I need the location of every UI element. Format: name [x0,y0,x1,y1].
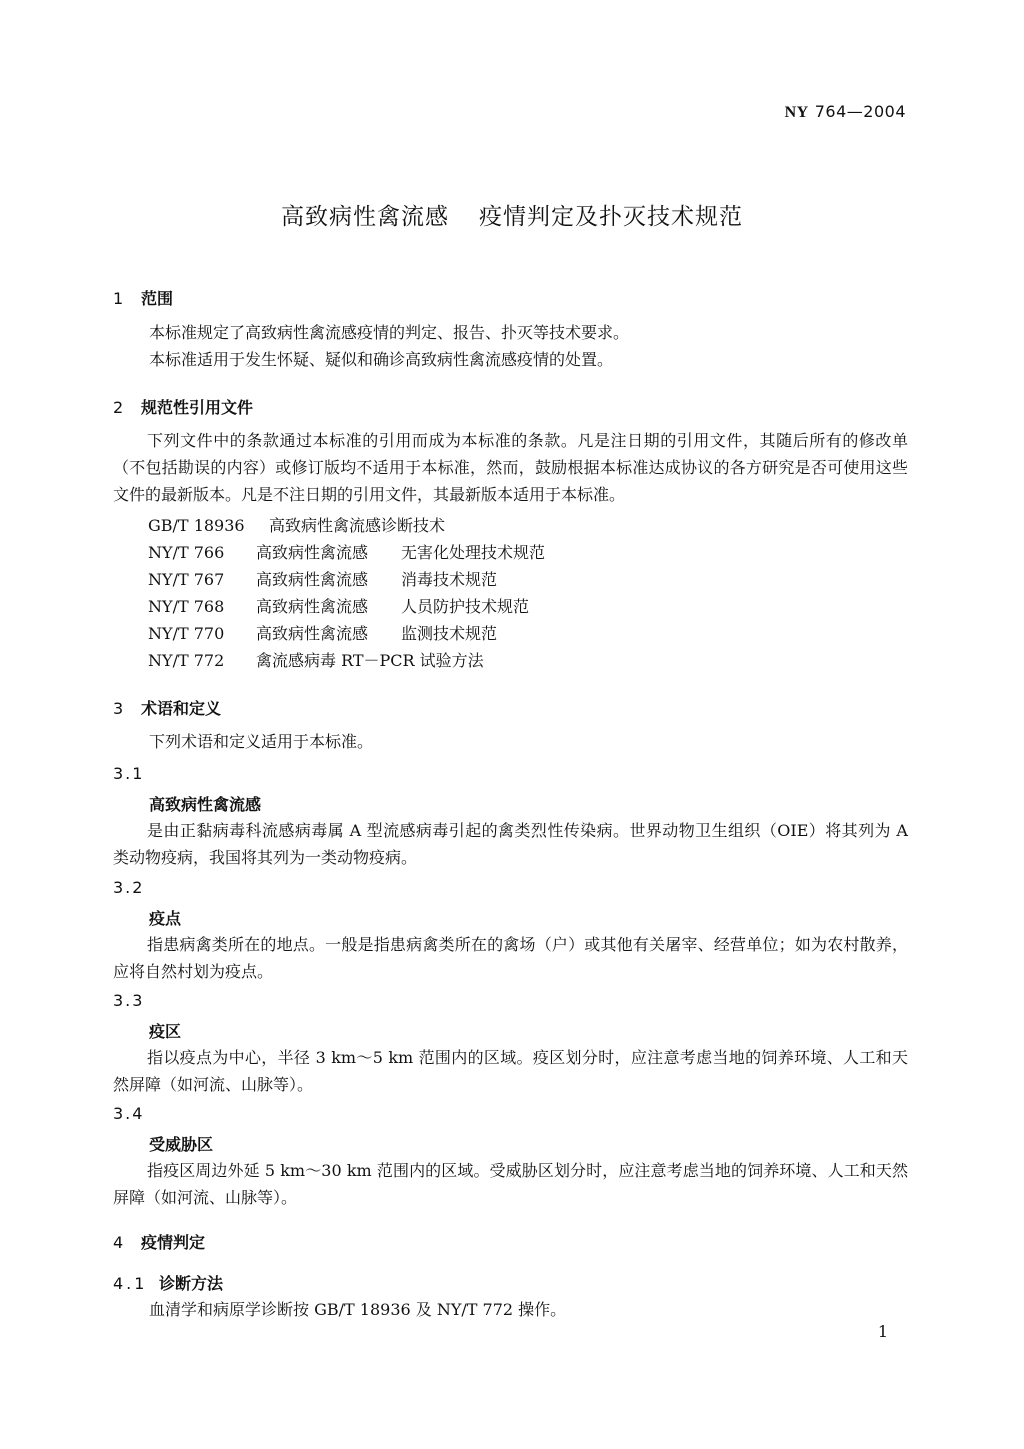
reference-name: 高致病性禽流感 [256,624,369,643]
clause-number: 3.1 [113,764,145,783]
reference-item [148,594,529,617]
standard-code-prefix: NY [784,104,809,121]
section-title: 疫情判定 [141,1233,206,1252]
section-title: 规范性引用文件 [141,398,254,417]
clause-number: 3.2 [113,878,145,897]
reference-code: GB/T 18936 [148,516,245,535]
section-number: 2 [113,398,124,417]
reference-item [148,540,545,563]
section-2-heading [113,395,253,418]
section-2-intro: 下列文件中的条款通过本标准的引用而成为本标准的条款。凡是注日期的引用文件，其随后所有的修改单（不包括勘误的内容）或修订版均不适用于本标准，然而，鼓励根据本标准达成协议的各方研究是否可使用这些文件的最新版本。凡是不注日期的引用文件，其最新版本适用于本标准。 [113,431,908,504]
reference-name: 高致病性禽流感 [256,543,369,562]
section-3-heading [113,696,221,719]
reference-name: 禽流感病毒 RT－PCR 试验方法 [256,651,484,670]
section-3-intro: 下列术语和定义适用于本标准。 [149,732,374,751]
term-heading: 受威胁区 [149,1135,214,1154]
section-1-paragraph-2: 本标准适用于发生怀疑、疑似和确诊高致病性禽流感疫情的处置。 [149,350,614,369]
subsection-number: 4.1 [113,1274,148,1293]
reference-subtitle: 无害化处理技术规范 [401,543,546,562]
standard-code-number: 764—2004 [814,102,906,121]
section-4-heading [113,1230,205,1253]
section-title: 范围 [141,289,174,308]
reference-item [148,513,445,536]
clause-number: 3.3 [113,991,145,1010]
term-definition: 指疫区周边外延 5 km～30 km 范围内的区域。受威胁区划分时，应注意考虑当地的饲养环境、人工和天然屏障（如河流、山脉等）。 [113,1161,908,1207]
term-heading: 疫区 [149,1022,182,1041]
reference-item [148,567,497,590]
reference-name: 高致病性禽流感 [256,597,369,616]
term-definition: 是由正黏病毒科流感病毒属 A 型流感病毒引起的禽类烈性传染病。世界动物卫生组织（OIE）将其列为 A 类动物疫病，我国将其列为一类动物疫病。 [113,821,908,867]
reference-code: NY/T 766 [148,543,225,562]
subsection-title: 诊断方法 [159,1274,224,1293]
reference-item [148,621,497,644]
reference-code: NY/T 772 [148,651,225,670]
term-definition: 指以疫点为中心，半径 3 km～5 km 范围内的区域。疫区划分时，应注意考虑当地的饲养环境、人工和天然屏障（如河流、山脉等）。 [113,1048,908,1094]
section-number: 3 [113,699,124,718]
reference-subtitle: 消毒技术规范 [401,570,498,589]
term-heading: 高致病性禽流感 [149,795,262,814]
section-1-heading [113,286,173,309]
reference-code: NY/T 767 [148,570,225,589]
section-title: 术语和定义 [141,699,222,718]
reference-name: 高致病性禽流感诊断技术 [269,516,446,535]
section-number: 1 [113,289,124,308]
term-definition: 指患病禽类所在的地点。一般是指患病禽类所在的禽场（户）或其他有关屠宰、经营单位；如为农村散养，应将自然村划为疫点。 [113,935,908,981]
title-part-1: 高致病性禽流感 [281,204,449,230]
title-part-2: 疫情判定及扑灭技术规范 [479,204,743,230]
reference-code: NY/T 768 [148,597,225,616]
term-heading: 疫点 [149,909,182,928]
clause-number: 3.4 [113,1104,145,1123]
subsection-4-1-paragraph: 血清学和病原学诊断按 GB/T 18936 及 NY/T 772 操作。 [149,1300,567,1319]
page-number: 1 [877,1322,888,1341]
subsection-4-1-heading [113,1271,223,1294]
section-number: 4 [113,1233,124,1252]
reference-code: NY/T 770 [148,624,225,643]
document-title [0,198,1024,231]
reference-subtitle: 监测技术规范 [401,624,498,643]
standard-code [785,102,906,122]
section-1-paragraph-1: 本标准规定了高致病性禽流感疫情的判定、报告、扑灭等技术要求。 [149,323,630,342]
reference-subtitle: 人员防护技术规范 [401,597,530,616]
reference-name: 高致病性禽流感 [256,570,369,589]
reference-item [148,648,484,671]
